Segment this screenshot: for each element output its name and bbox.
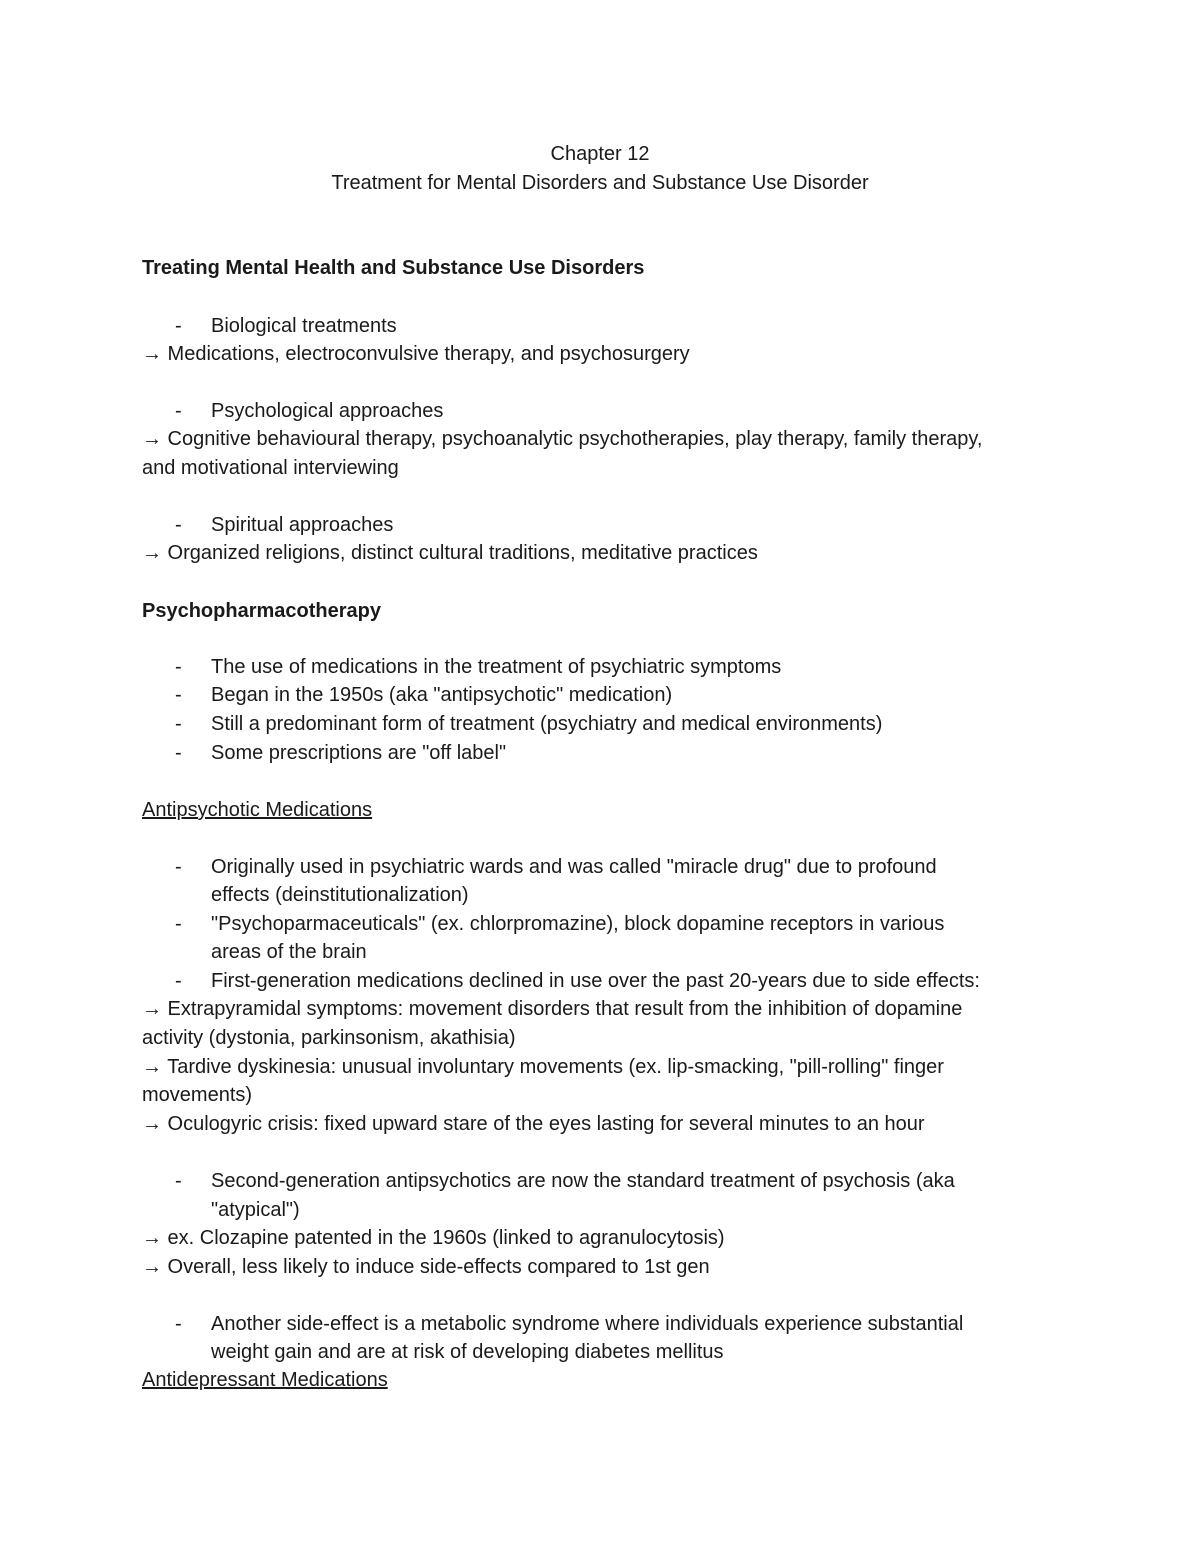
list-item: Began in the 1950s (aka "antipsychotic" medication) <box>211 684 673 706</box>
detail-clozapine: → ex. Clozapine patented in the 1960s (linked to agranulocytosis) <box>142 1227 725 1249</box>
subsection-heading-antipsychotic: Antipsychotic Medications <box>142 799 373 821</box>
bullet-first-generation: First-generation medications declined in use over the past 20-years due to side effects: <box>211 970 980 992</box>
bullet-biological: Biological treatments <box>211 315 397 337</box>
detail-overall: → Overall, less likely to induce side-effects compared to 1st gen <box>142 1256 710 1278</box>
detail-extrapyramidal-line-2: activity (dystonia, parkinsonism, akathisia) <box>142 1027 516 1049</box>
bullet-dash: - <box>175 913 182 935</box>
bullet-dash: - <box>175 970 182 992</box>
bullet-dash: - <box>175 656 182 678</box>
bullet-dash: - <box>175 400 182 422</box>
section-heading-psychopharmacotherapy: Psychopharmacotherapy <box>142 600 381 622</box>
bullet-originally-line-1: Originally used in psychiatric wards and was called "miracle drug" due to profound <box>211 856 937 878</box>
bullet-dash: - <box>175 315 182 337</box>
bullet-originally-line-2: effects (deinstitutionalization) <box>211 884 469 906</box>
bullet-dash: - <box>175 1313 182 1335</box>
bullet-dash: - <box>175 514 182 536</box>
bullet-second-generation-line-1: Second-generation antipsychotics are now the standard treatment of psychosis (aka <box>211 1170 955 1192</box>
subsection-heading-antidepressant: Antidepressant Medications <box>142 1369 388 1391</box>
bullet-psychoparmaceuticals-line-1: "Psychoparmaceuticals" (ex. chlorpromazine), block dopamine receptors in various <box>211 913 945 935</box>
bullet-metabolic-line-2: weight gain and are at risk of developing diabetes mellitus <box>211 1341 724 1363</box>
detail-psychological-line-2: and motivational interviewing <box>142 457 399 479</box>
bullet-dash: - <box>175 742 182 764</box>
bullet-second-generation-line-2: "atypical") <box>211 1199 300 1221</box>
detail-spiritual: → Organized religions, distinct cultural traditions, meditative practices <box>142 542 758 564</box>
detail-tardive-line-1: → Tardive dyskinesia: unusual involuntary movements (ex. lip-smacking, "pill-rolling" finger <box>142 1056 944 1078</box>
chapter-title: Chapter 12 <box>550 143 650 165</box>
bullet-metabolic-line-1: Another side-effect is a metabolic syndrome where individuals experience substantial <box>211 1313 964 1335</box>
bullet-dash: - <box>175 1170 182 1192</box>
bullet-psychoparmaceuticals-line-2: areas of the brain <box>211 941 367 963</box>
bullet-psychological: Psychological approaches <box>211 400 444 422</box>
list-item: Some prescriptions are "off label" <box>211 742 507 764</box>
bullet-spiritual: Spiritual approaches <box>211 514 394 536</box>
bullet-dash: - <box>175 856 182 878</box>
chapter-subtitle: Treatment for Mental Disorders and Substance Use Disorder <box>331 172 869 194</box>
list-item: Still a predominant form of treatment (psychiatry and medical environments) <box>211 713 883 735</box>
section-heading-treating: Treating Mental Health and Substance Use Disorders <box>142 257 645 279</box>
bullet-dash: - <box>175 684 182 706</box>
detail-biological: → Medications, electroconvulsive therapy, and psychosurgery <box>142 343 690 365</box>
list-item: The use of medications in the treatment of psychiatric symptoms <box>211 656 782 678</box>
bullet-dash: - <box>175 713 182 735</box>
detail-extrapyramidal-line-1: → Extrapyramidal symptoms: movement disorders that result from the inhibition of dopamine <box>142 998 963 1020</box>
detail-psychological-line-1: → Cognitive behavioural therapy, psychoanalytic psychotherapies, play therapy, family therapy, <box>142 428 983 450</box>
detail-tardive-line-2: movements) <box>142 1084 253 1106</box>
detail-oculogyric: → Oculogyric crisis: fixed upward stare of the eyes lasting for several minutes to an hour <box>142 1113 925 1135</box>
